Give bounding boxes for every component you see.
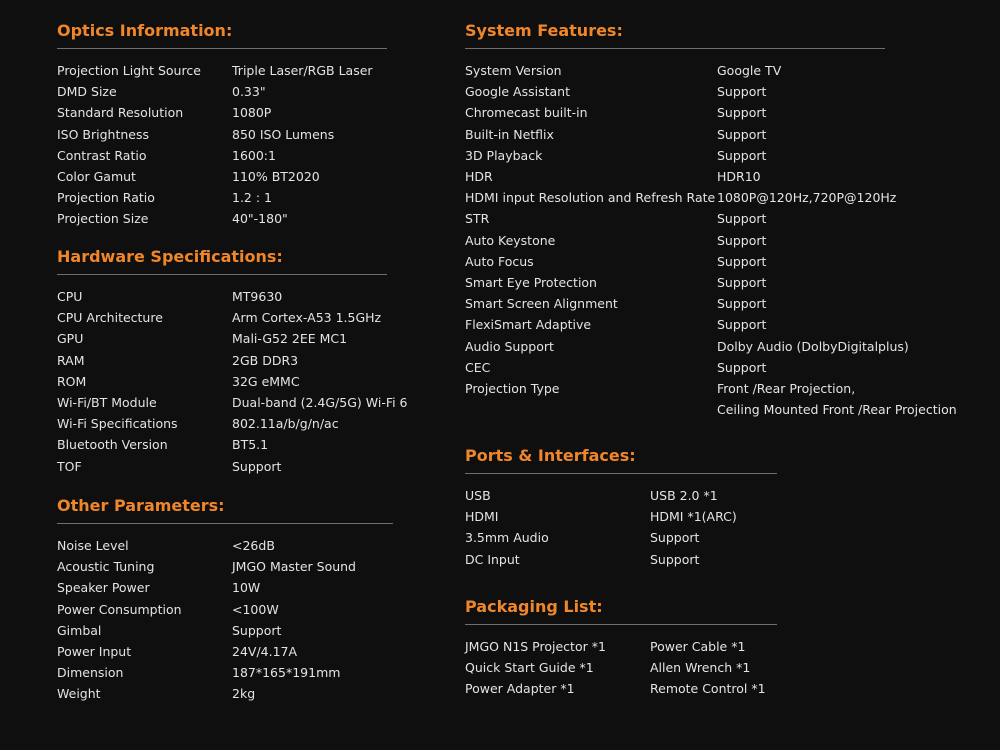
spec-value: Support	[717, 232, 767, 248]
spec-row	[57, 328, 387, 349]
spec-label: GPU	[57, 331, 84, 347]
spec-label: Quick Start Guide *1	[465, 660, 594, 676]
spec-value: Allen Wrench *1	[650, 660, 751, 676]
spec-label: Smart Eye Protection	[465, 275, 597, 291]
spec-value: Triple Laser/RGB Laser	[232, 63, 373, 78]
divider	[57, 48, 387, 49]
spec-value: Support	[650, 551, 700, 567]
spec-value: 24V/4.17A	[232, 644, 298, 660]
spec-value: HDMI *1(ARC)	[650, 509, 737, 525]
spec-value: 187*165*191mm	[232, 665, 341, 681]
spec-value: 1.2 : 1	[232, 190, 272, 206]
spec-value: Support	[717, 253, 767, 269]
spec-label: USB	[465, 488, 491, 503]
spec-value: MT9630	[232, 289, 283, 304]
spec-label: Dimension	[57, 665, 124, 681]
spec-label: Projection Light Source	[57, 63, 201, 78]
spec-row	[465, 293, 885, 314]
spec-row	[465, 124, 885, 145]
spec-value: Mali-G52 2EE MC1	[232, 331, 348, 347]
spec-row	[57, 371, 387, 392]
spec-label: 3D Playback	[465, 147, 543, 163]
spec-label: Auto Focus	[465, 253, 534, 269]
spec-row	[57, 81, 387, 102]
spec-label: Color Gamut	[57, 169, 136, 185]
spec-label: Power Input	[57, 644, 132, 660]
spec-value: Support	[717, 84, 767, 100]
spec-row	[465, 145, 885, 166]
spec-value: Support	[717, 105, 767, 121]
spec-label: TOF	[57, 458, 82, 474]
spec-label: HDMI	[465, 509, 499, 525]
spec-value: 32G eMMC	[232, 373, 300, 389]
spec-row	[57, 145, 387, 166]
spec-value: Dual-band (2.4G/5G) Wi-Fi 6	[232, 395, 408, 411]
section-title: Other Parameters:	[57, 496, 225, 515]
spec-list	[57, 535, 393, 705]
spec-row	[57, 124, 387, 145]
spec-value: 802.11a/b/g/n/ac	[232, 416, 339, 432]
divider	[465, 48, 885, 49]
spec-list	[465, 636, 777, 700]
spec-value: HDR10	[717, 169, 761, 185]
divider	[57, 274, 387, 275]
spec-label: Bluetooth Version	[57, 437, 168, 453]
spec-label: HDMI input Resolution and Refresh Rate	[465, 190, 716, 206]
spec-label: FlexiSmart Adaptive	[465, 317, 592, 333]
spec-label: Google Assistant	[465, 84, 570, 100]
spec-label: CEC	[465, 359, 491, 375]
spec-list	[57, 60, 387, 230]
spec-row	[57, 456, 387, 477]
spec-row	[465, 251, 885, 272]
spec-label: Power Consumption	[57, 601, 182, 617]
spec-row	[465, 187, 897, 208]
packaging-list-section	[465, 597, 777, 700]
spec-label: Projection Type	[465, 381, 560, 397]
divider	[57, 523, 393, 524]
spec-value: Google TV	[717, 63, 782, 78]
spec-label: Built-in Netflix	[465, 126, 554, 142]
spec-row	[465, 336, 909, 357]
spec-label: 3.5mm Audio	[465, 530, 549, 546]
spec-value: Support	[717, 296, 767, 312]
spec-row	[57, 683, 393, 704]
spec-row	[465, 678, 777, 699]
spec-value: USB 2.0 *1	[650, 488, 718, 503]
spec-row	[57, 577, 393, 598]
spec-label: Weight	[57, 686, 101, 702]
spec-value: BT5.1	[232, 437, 269, 453]
section-title: Optics Information:	[57, 21, 233, 40]
spec-value: Support	[717, 126, 767, 142]
spec-label: STR	[465, 211, 490, 227]
spec-row	[465, 506, 777, 527]
section-title: Hardware Specifications:	[57, 247, 283, 266]
spec-row	[57, 187, 387, 208]
spec-row	[57, 556, 393, 577]
spec-row	[465, 166, 885, 187]
spec-label: Acoustic Tuning	[57, 559, 155, 575]
spec-row	[465, 485, 777, 506]
divider	[465, 473, 777, 474]
spec-value: 1600:1	[232, 147, 276, 163]
spec-row	[57, 620, 393, 641]
spec-label: CPU	[57, 289, 83, 304]
spec-value: Support	[650, 530, 700, 546]
spec-value: 0.33"	[232, 84, 266, 100]
spec-row	[465, 527, 777, 548]
spec-value: Dolby Audio (DolbyDigitalplus)	[717, 338, 909, 354]
spec-value: <100W	[232, 601, 279, 617]
spec-value: 1080P@120Hz,720P@120Hz	[717, 190, 897, 206]
section-title: Packaging List:	[465, 597, 603, 616]
spec-row	[465, 549, 777, 570]
spec-row	[57, 641, 393, 662]
spec-value: Support	[717, 359, 767, 375]
system-features-section	[465, 21, 957, 420]
spec-label: Auto Keystone	[465, 232, 556, 248]
spec-value: Power Cable *1	[650, 639, 746, 654]
spec-row	[465, 636, 777, 657]
spec-row	[465, 208, 885, 229]
spec-value: Support	[232, 622, 282, 638]
spec-value: 1080P	[232, 105, 272, 121]
spec-value: Front /Rear Projection, Ceiling Mounted Front /Rear Projection	[717, 381, 957, 418]
spec-row	[57, 392, 408, 413]
spec-value: 110% BT2020	[232, 169, 320, 185]
spec-row	[57, 307, 387, 328]
spec-row	[57, 434, 387, 455]
spec-label: Smart Screen Alignment	[465, 296, 618, 312]
spec-row	[57, 599, 393, 620]
spec-row	[57, 60, 387, 81]
spec-row	[465, 60, 885, 81]
spec-value: JMGO Master Sound	[232, 559, 356, 575]
spec-label: DMD Size	[57, 84, 117, 100]
spec-row	[57, 286, 387, 307]
spec-value: Remote Control *1	[650, 681, 766, 697]
spec-label: Wi-Fi/BT Module	[57, 395, 157, 411]
spec-value: <26dB	[232, 538, 275, 553]
spec-row	[57, 662, 393, 683]
spec-label: Wi-Fi Specifications	[57, 416, 178, 432]
spec-label: RAM	[57, 352, 85, 368]
spec-value: 2kg	[232, 686, 256, 702]
spec-row	[57, 208, 387, 229]
other-parameters-section	[57, 496, 393, 705]
spec-value: 10W	[232, 580, 261, 596]
divider	[465, 624, 777, 625]
spec-label: Projection Size	[57, 211, 149, 227]
spec-label: DC Input	[465, 551, 520, 567]
spec-row	[57, 166, 387, 187]
spec-label: ROM	[57, 373, 87, 389]
section-title: Ports & Interfaces:	[465, 446, 636, 465]
spec-row	[465, 272, 885, 293]
spec-label: JMGO N1S Projector *1	[465, 639, 606, 654]
spec-row	[57, 350, 387, 371]
hardware-specifications-section	[57, 247, 408, 477]
spec-value: Support	[717, 147, 767, 163]
spec-row	[57, 413, 387, 434]
spec-label: Noise Level	[57, 538, 129, 553]
spec-value: 850 ISO Lumens	[232, 126, 335, 142]
spec-list	[57, 286, 408, 477]
section-title: System Features:	[465, 21, 623, 40]
spec-row	[57, 535, 393, 556]
spec-row	[465, 657, 777, 678]
spec-label: Chromecast built-in	[465, 105, 588, 121]
spec-label: Audio Support	[465, 338, 554, 354]
spec-value: Support	[717, 317, 767, 333]
spec-label: Speaker Power	[57, 580, 150, 596]
spec-label: Contrast Ratio	[57, 147, 147, 163]
spec-value: Support	[232, 458, 282, 474]
spec-label: CPU Architecture	[57, 310, 163, 326]
spec-value: Arm Cortex-A53 1.5GHz	[232, 310, 382, 326]
ports-interfaces-section	[465, 446, 777, 570]
spec-row	[465, 314, 885, 335]
spec-row	[465, 81, 885, 102]
spec-value: Support	[717, 211, 767, 227]
spec-label: System Version	[465, 63, 562, 78]
optics-information-section	[57, 21, 387, 230]
spec-list	[465, 485, 777, 570]
spec-label: Power Adapter *1	[465, 681, 575, 697]
spec-label: Gimbal	[57, 622, 102, 638]
spec-row	[465, 357, 885, 378]
spec-list	[465, 60, 957, 420]
spec-label: Standard Resolution	[57, 105, 184, 121]
spec-label: HDR	[465, 169, 493, 185]
spec-value: 2GB DDR3	[232, 352, 299, 368]
spec-label: Projection Ratio	[57, 190, 155, 206]
spec-value: Support	[717, 275, 767, 291]
spec-value: 40"-180"	[232, 211, 288, 227]
spec-row	[465, 102, 885, 123]
spec-row	[465, 378, 957, 420]
spec-row	[465, 230, 885, 251]
spec-row	[57, 102, 387, 123]
spec-label: ISO Brightness	[57, 126, 150, 142]
